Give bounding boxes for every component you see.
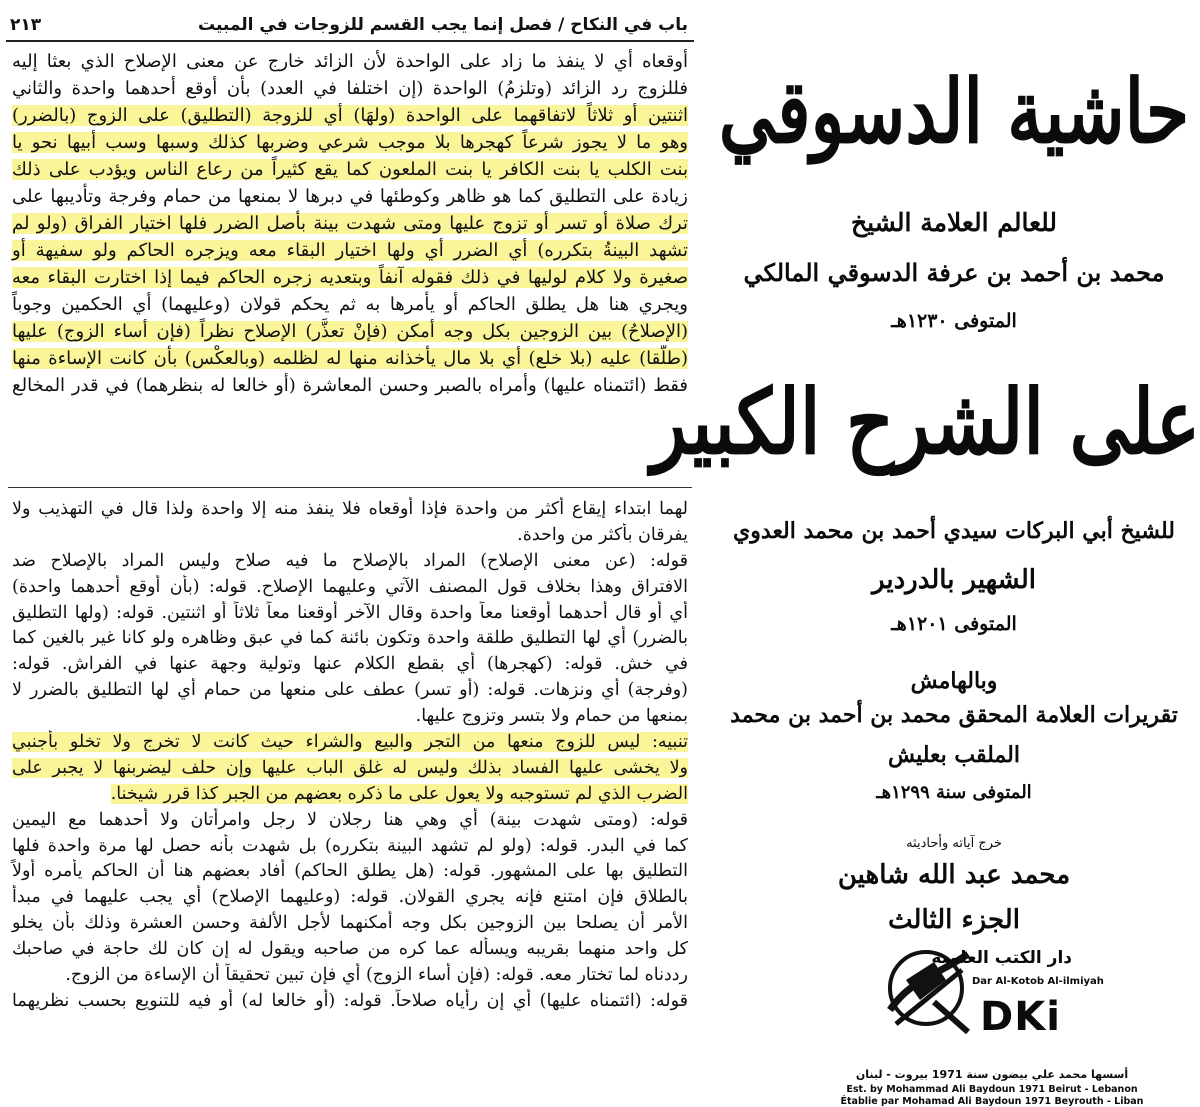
main-text-line xyxy=(8,318,692,345)
highlighted-text: بنت الكلب يا بنت الكافر يا بنت الملعون كما يقع كثيراً من رعاع الناس ويؤدب على ذلك xyxy=(12,159,688,180)
main-text-line xyxy=(8,372,692,399)
line-text: الافتراق وهذا بخلاف قول المصنف الآتي وعليهما الإصلاح. قوله: (بأن أوقع أحدهما واحدة) xyxy=(12,576,688,597)
main-text-line xyxy=(8,345,692,372)
line-text: بمنعها من حمام ولا بتسر وتزوج عليها. xyxy=(415,706,688,727)
cover-margin-author-nickname: الملقب بعليش xyxy=(888,742,1020,768)
publisher-logo-text: DKi xyxy=(980,994,1061,1040)
commentary-text xyxy=(8,497,692,1015)
line-text: بالطلاق فإن امتنع فإنه يجري القولان. قوله: (وعليهما الإصلاح) أي يجب عليهما في مبدأ xyxy=(12,887,688,908)
publisher-founded-french: Établie par Mohamad Ali Baydoun 1971 Beyrouth - Liban xyxy=(840,1096,1144,1107)
line-text: في خش. قوله: (كهجرها) أي بقطع الكلام عنها وتولية وجهة عنها في الفراش. قوله: xyxy=(12,654,688,675)
cover-author-death: المتوفى ١٢٣٠هـ xyxy=(891,310,1017,332)
main-text-line xyxy=(8,75,692,102)
cover-author-name: محمد بن أحمد بن عرفة الدسوقي المالكي xyxy=(743,258,1165,287)
highlighted-text: اثنتين أو ثلاثاً لاتفاقهما على الواحدة (ولهَا) أي للزوجة (التطليق) على الزوج (بالضرر) xyxy=(12,105,688,126)
commentary-line xyxy=(8,730,692,756)
line-text: (وفرجة) أي ونزهات. قوله: (أو تسر) عطف على منعها من حمام أي لها التطليق بالضرر لا xyxy=(12,680,688,701)
highlighted-text: وهو ما لا يجوز شرعاً كهجرها بلا موجب شرعي وضربها كذلك وسبها وسب أبيها نحو يا xyxy=(12,132,688,153)
commentary-line xyxy=(8,652,692,678)
main-text-line xyxy=(8,264,692,291)
cover-title: حاشية الدسوقي xyxy=(718,59,1190,164)
page-number: ٢١٣ xyxy=(10,15,42,35)
separator-rule xyxy=(8,487,692,488)
header-title: باب في النكاح / فصل إنما يجب القسم للزوجات في المبيت xyxy=(198,15,688,35)
main-text-line xyxy=(8,183,692,210)
line-text: التطليق بها على المشهور. قوله: (هل يطلق الحاكم) أفاد بعضهم هنا أن الحاكم يأمره أولاً xyxy=(12,861,688,882)
main-text-line xyxy=(8,210,692,237)
commentary-line xyxy=(8,704,692,730)
cover-sharh-author-nickname: الشهير بالدردير xyxy=(871,565,1036,595)
cover-margin-author: تقريرات العلامة المحقق محمد بن أحمد بن محمد xyxy=(730,702,1178,728)
commentary-line xyxy=(8,549,692,575)
cover-subtitle: على الشرح الكبير xyxy=(650,371,1200,475)
publisher-name-english: Dar Al-Kotob Al-ilmiyah xyxy=(972,976,1104,987)
line-text: ويجري هنا هل يطلق الحاكم أو يأمرها به ثم يحكم قولان (وعليهما) أي الحكمين وجوباً xyxy=(12,294,688,315)
publisher-founded-arabic: أسسها محمد علي بيضون سنة 1971 بيروت - لبنان xyxy=(855,1068,1129,1081)
line-text: يفرقان بأكثر من واحدة. xyxy=(517,524,688,545)
line-text: لهما ابتداء إيقاع أكثر من واحدة فإذا أوقعاه فلا ينفذ منه إلا واحدة ولذا قال في التهذيب ولا xyxy=(12,499,688,519)
line-text: كل واحد منهما بقريبه ويسأله عما كره من صاحبه ويقول له إن كان لك حاجة في صاحبك xyxy=(12,939,688,960)
running-header xyxy=(6,10,694,42)
highlighted-text: الضرب الذي لم تستوجبه ولا يعول على ما ذكره بعضهم من الجبر كذا قرر شيخنا. xyxy=(110,783,688,804)
highlighted-text: ولا يخشى عليها الفساد بذلك وليس له غلق الباب عليها وإن حلف ليضربنها لا يجبر على xyxy=(12,757,689,778)
line-text: رددناه لما تختار معه. قوله: (فإن أساء الزوج) أي فإن تبين تحقيقاً أن الإساءة من الزوج. xyxy=(65,965,688,986)
line-text: كما في البدر. قوله: (ولو لم تشهد البينة بتكرره) بل شهدت بأنه حصل لها مرة واحدة فلها xyxy=(12,835,688,856)
main-text xyxy=(8,48,692,399)
commentary-line xyxy=(8,885,692,911)
cover-margin-label: وبالهامش xyxy=(910,668,998,694)
commentary-line xyxy=(8,782,692,808)
main-text-line xyxy=(8,156,692,183)
cover-author-prefix: للعالم العلامة الشيخ xyxy=(850,208,1058,237)
highlighted-text: صغيرة ولا كلام لوليها في ذلك فقوله آنفاً وبتعديه زجره الحاكم فيما إذا اختارت البقاء معه xyxy=(12,267,688,288)
line-text: زيادة على التطليق كما هو ظاهر وكوطئها في دبرها لا بمنعها من حمام وفرجة وتأديبها على xyxy=(12,186,688,207)
main-text-line xyxy=(8,102,692,129)
commentary-line xyxy=(8,989,692,1015)
line-text: الأمر أن يصلحا بين الزوجين بكل وجه أمكنهما لأجل الألفة وحسن العشرة وذلك بأن يخلو xyxy=(12,913,688,934)
line-text: قوله: (ومتى شهدت بينة) أي وهي هنا رجلان لا رجل وامرأتان ولا أحدهما مع اليمين xyxy=(12,809,688,830)
highlighted-text: تشهد البينةُ بتكرره) أي الضرر أي ولها اختيار البقاء معه ويزجره الحاكم ولو سفيهة أو xyxy=(12,240,688,261)
commentary-line xyxy=(8,937,692,963)
commentary-line xyxy=(8,756,692,782)
highlighted-text: تنبيه: ليس للزوج منعها من التجر والبيع والشراء حيث كانت لا تخرج ولا تخلو بأجنبي xyxy=(12,732,688,753)
cover-editor-name: محمد عبد الله شاهين xyxy=(837,860,1071,890)
highlighted-text: (الإصلاحُ) بين الزوجين بكل وجه أمكن (فإنْ تعذَّر) الإصلاح نظراً (فإن أساء الزوج) عليها xyxy=(12,321,688,342)
commentary-line xyxy=(8,497,692,523)
main-text-line xyxy=(8,48,692,75)
line-text: قوله: (ائتمناه عليها) أي إن رأياه صلاحاً. قوله: (أو خالعا له) أو فيه للتنويع بحسب نظريهما xyxy=(12,990,688,1011)
publisher-founded-english: Est. by Mohammad Ali Baydoun 1971 Beirut - Lebanon xyxy=(846,1084,1138,1095)
commentary-line xyxy=(8,523,692,549)
publisher-name-arabic: دار الكتب العلمية xyxy=(931,948,1072,968)
commentary-line xyxy=(8,626,692,652)
main-text-line xyxy=(8,129,692,156)
commentary-line xyxy=(8,859,692,885)
commentary-line xyxy=(8,834,692,860)
line-text: فقط (ائتمناه عليها) وأمراه بالصبر وحسن المعاشرة (أو خالعا له بنظرهما) في قدر المخالع xyxy=(12,375,688,396)
main-text-line xyxy=(8,291,692,318)
line-text: فللزوج رد الزائد (وتلزمُ) الواحدة (إن اختلفا في العدد) بأن أوقع أحدهما واحدة والثاني xyxy=(12,78,688,99)
commentary-line xyxy=(8,808,692,834)
line-text: قوله: (عن معنى الإصلاح) المراد بالإصلاح ما فيه صلاح وليس المراد بالإصلاح ضد xyxy=(12,550,688,571)
line-text: أي أو قال أحدهما أوقعنا معاً واحدة وقال الآخر أوقعنا معاً ثلاثاً أو اثنتين. قوله: (ولها التطليق xyxy=(12,602,688,623)
cover-sharh-author-death: المتوفى ١٢٠١هـ xyxy=(891,613,1017,635)
line-text: بالضرر) أي لها التطليق طلقة واحدة وتكون بائنة كما في عبق وظاهره ولو كانا غير بالغين كما xyxy=(12,628,688,649)
commentary-line xyxy=(8,575,692,601)
cover-margin-author-death: المتوفى سنة ١٢٩٩هـ xyxy=(876,782,1032,803)
commentary-line xyxy=(8,601,692,627)
line-text: أوقعاه أي لا ينفذ ما زاد على الواحدة لأن الزائد خارج عن معنى الإصلاح الذي بعثا إليه xyxy=(12,51,688,72)
commentary-line xyxy=(8,678,692,704)
publisher-block xyxy=(802,942,1182,1107)
highlighted-text: ترك صلاة أو تسر أو تزوج عليها ومتى شهدت بينة بأصل الضرر فلها اختيار الفراق (ولو لم xyxy=(12,213,688,234)
cover-sharh-author: للشيخ أبي البركات سيدي أحمد بن محمد العدوي xyxy=(733,518,1175,544)
cover-editor-label: خرج آياته وأحاديثه xyxy=(906,836,1002,851)
main-text-line xyxy=(8,237,692,264)
commentary-line xyxy=(8,911,692,937)
commentary-line xyxy=(8,963,692,989)
book-cover xyxy=(650,0,1200,1107)
highlighted-text: (طلَّقا) عليه (بلا خلع) أي بلا مال يأخذانه منها له لظلمه (وبالعكْس) بأن كانت الإساءة منها xyxy=(12,348,688,369)
cover-volume: الجزء الثالث xyxy=(888,905,1020,935)
